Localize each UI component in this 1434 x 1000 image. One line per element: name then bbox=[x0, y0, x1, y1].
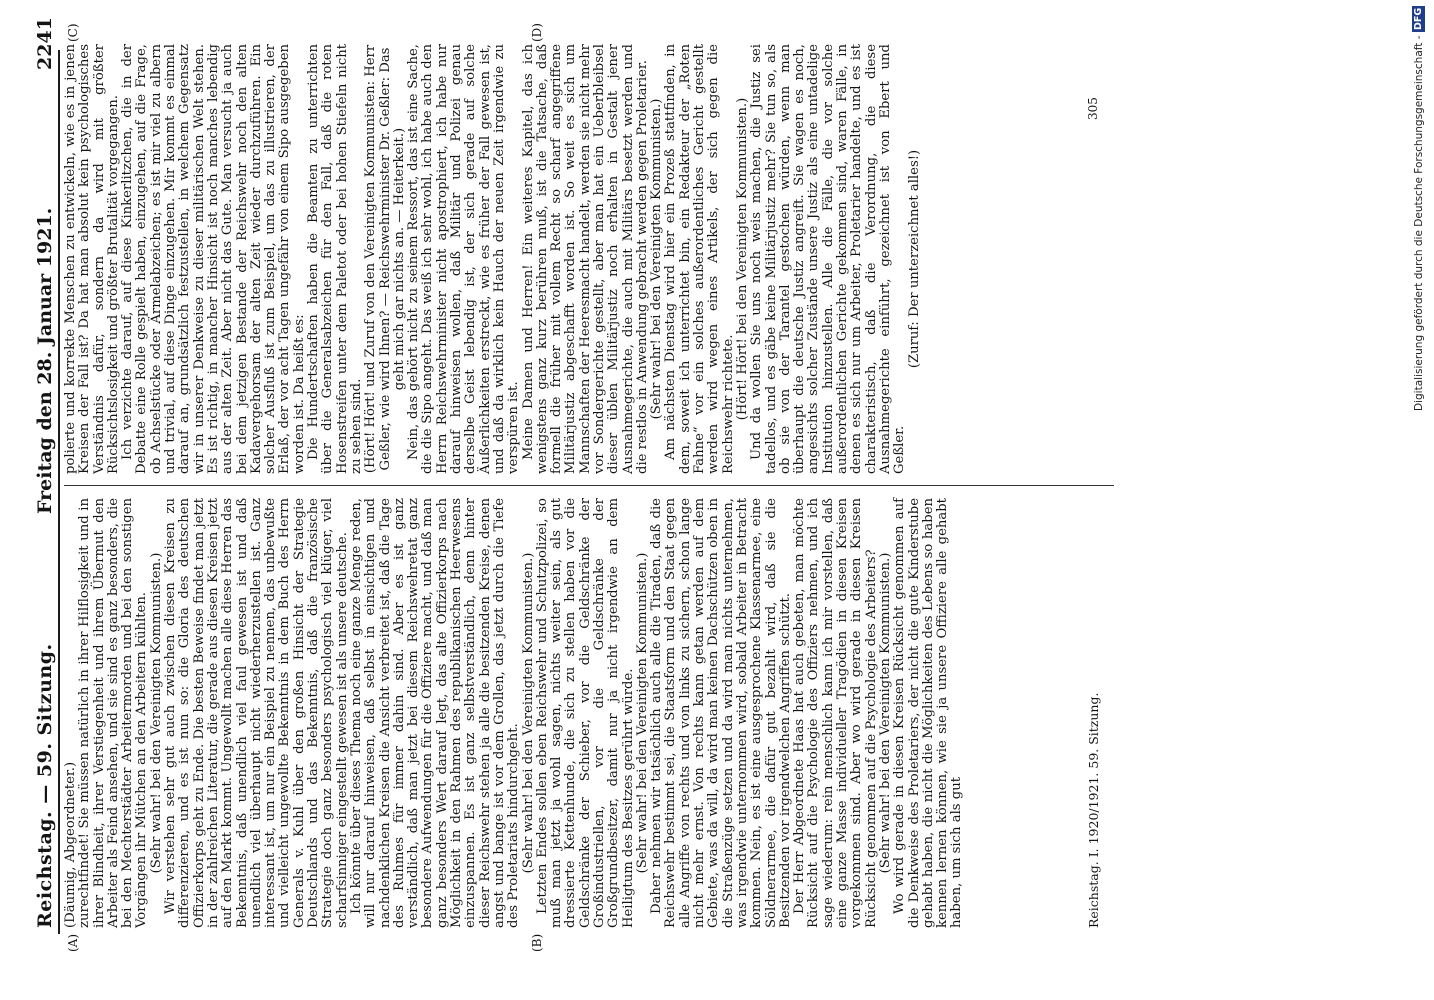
paragraph: Daher nehmen wir tatsächlich auch alle die Tiraden, daß die Reichswehr bestimmt sei, die Staatsform und den Staat gegen alle Angriffe von rechts und von links zu sichern, schon lange nicht mehr ernst. Von rechts kann getan werden auf dem Gebiete, was da will, da wird man keinen Dachschützen oben in die Straßenzüge setzen und da wird man nichts unternehmen, was irgendwie unternommen wird, sobald Arbeiter in Betracht kommen. Nein, es ist eine ausgesprochene Klassenarmee, eine Söldnerarmee, die dafür gut bezahlt wird, daß sie die Besitzenden vor irgendwelchen Angriffen schützt. bbox=[649, 498, 793, 928]
signature-mark: 305 bbox=[1086, 97, 1100, 120]
interjection: (Sehr wahr! bei den Vereinigten Kommunisten.) bbox=[877, 552, 893, 874]
paragraph: Und da wollen Sie uns noch weis machen, die Justiz sei tadellos, und es gäbe keine Militärjustiz mehr? Sie tun so, als ob sie von der Tarantel gestochen würden, wenn man überhaupt die deutsche Justiz angreift. Sie wagen es noch, angesichts solcher Zustände unsere Justiz als eine untadelige Institution hinzustellen. Alle die Fälle, die vor solche außerordentlichen Gerichte gekommen sind, waren Fälle, in denen es sich nur um Arbeiter, Proletarier handelte, und es ist charakteristisch, daß die Verordnung, die diese Ausnahmegerichte einführt, gezeichnet ist von Ebert und Geßler. bbox=[749, 44, 908, 474]
page-number: 2241 bbox=[34, 17, 56, 70]
interjection: (Hört! Hört! und Zuruf von den Vereinigten Kommunisten: Herr Geßler, wie wird Ihnen? — Reichswehrminister Dr. Geßler: Das geht mich gar nichts an. — Heiterkeit.) bbox=[363, 44, 407, 474]
paragraph: Letzten Endes sollen eben Reichswehr und Schutzpolizei, so muß man jetzt ja wohl sagen, nichts weiter sein, als gut dressierte Kettenhunde, die sich zu stellen haben vor die Geldschränke der Schieber, vor die Geldschränke der Großindustriellen, vor die Geldschränke der Großgrundbesitzer, damit nur ja nicht irgendwie an dem Heiligtum des Besitzes gerührt würde. bbox=[534, 498, 636, 928]
left-column bbox=[64, 498, 965, 928]
interjection: (Zuruf: Der unterzeichnet alles!) bbox=[906, 149, 922, 369]
header-rule bbox=[58, 50, 60, 934]
paragraph: Meine Damen und Herren! Ein weiteres Kapitel, das ich wenigstens ganz kurz berühren muß, ist die Tatsache, daß formell die früher mit vollem Recht so scharf angegriffene Militärjustiz abgeschafft worden ist. So weit es sich um Mannschaften der Heeresmacht handelt, werden sie nicht mehr vor Sondergerichte gestellt, aber man hat ein Ueberbleibsel dieser üblen Militärjustiz noch erhalten in Gestalt jener Ausnahmegerichte, die auch mit Militärs besetzt werden und die restlos in Anwendung gebracht werden gegen Proletarier. bbox=[520, 44, 650, 474]
paragraph: Ich verzichte darauf, auf diese Kinkerlitzchen, die in der Debatte eine Rolle gespielt haben, einzugehen, auf die Frage, ob Achselstücke oder Ärmelabzeichen; es ist mir viel zu albern und trivial, auf diese Dinge einzugehen. Mir kommt es einmal darauf an, grundsätzlich festzustellen, in welchem Gegensatz wir in unserer Denkweise zu dieser militärischen Welt stehen. Es ist richtig, in mancher Hinsicht ist noch manches lebendig aus der alten Zeit. Aber nicht das Gute. Man versucht ja auch bei dem jetzigen Bestande der Reichswehr noch den alten Kadavergehorsam der alten Zeit wieder durchzuführen. Ein solcher Ausfluß ist zum Beispiel, um das zu illustrieren, der Erlaß, der vor acht Tagen ungefähr von einem Sipo ausgegeben worden ist. Da heißt es: bbox=[120, 44, 307, 474]
margin-marker-c: (C) bbox=[66, 23, 80, 42]
header-date: Freitag den 28. Januar 1921. bbox=[34, 207, 56, 514]
margin-marker-d: (D) bbox=[530, 23, 544, 42]
paragraph: Wo wird gerade in diesen Kreisen Rücksicht genommen auf die Denkweise des Proletariers, der nicht die gute Kinderstube gehabt haben, die nicht die Möglichkeiten des Lebens so haben kennen lernen können, wie sie ja unsere Offiziere alle gehabt haben, um sich als gut bbox=[892, 498, 965, 928]
paragraph: Wir verstehen sehr gut auch zwischen diesen Kreisen zu differenzieren, und es ist nun so: die Gloria des deutschen Offizierkorps geht zu Ende. Die besten Beweise findet man jetzt in der zahlreichen Literatur, die gerade aus diesen Kreisen jetzt auf den Markt kommt. Ungewollt machen alle diese Herren das Bekenntnis, daß unendlich viel faul gewesen ist und daß unendlich viel überhaupt nicht wiederherzustellen ist. Ganz interessant ist, um nur ein Beispiel zu nennen, das unbewußte und vielleicht ungewollte Bekenntnis in dem Buch des Herrn Generals v. Kuhl über den großen Hinsicht der Strategie Deutschlands und das Bekenntnis, daß die französische Strategie doch ganz besonders psychologisch viel klüger, viel scharfsinniger eingestellt gewesen ist als unsere deutsche. bbox=[163, 498, 350, 928]
margin-marker-a: (A) bbox=[66, 933, 80, 952]
quotation: Die Hundertschaften haben die Beamten zu unterrichten über die Generalsabzeichen für den Fall, daß die roten Hosenstreifen unter dem Paletot oder bei hohen Stiefeln nicht zu sehen sind. bbox=[306, 44, 364, 474]
paragraph: Ich könnte über dieses Thema noch eine ganze Menge reden, will nur darauf hinweisen, daß selbst in einsichtigen und nachdenklichen Kreisen die Ansicht verbreitet ist, daß die Tage des Ruhmes für immer dahin sind. Aber es ist ganz verständlich, daß man jetzt bei diesem Reichswehretat ganz besondere Aufwendungen für die Offiziere macht, und daß man ganz besonders Wert darauf legt, das alte Offizierkorps nach Möglichkeit in den Rahmen des republikanischen Heerwesens einzuspannen. Es ist ganz selbstverständlich, denn hinter dieser Reichswehr stehen ja alle die besitzenden Kreise, denen angst und bange ist vor dem Grollen, das jetzt durch die Tiefe des Proletariats hindurchgeht. bbox=[348, 498, 522, 928]
footer-reference: Reichstag. I. 1920/1921. 59. Sitzung. bbox=[1086, 692, 1101, 928]
header-left: Reichstag. — 59. Sitzung. bbox=[34, 643, 56, 928]
right-column bbox=[64, 44, 922, 474]
interjection: (Sehr wahr! bei den Vereinigten Kommunisten.) bbox=[634, 552, 650, 874]
column-divider bbox=[64, 485, 1114, 486]
paragraph: Der Herr Abgeordnete Haas hat auch gebeten, man möchte Rücksicht auf die Psychologie des Offiziers nehmen, und ich sage wiederum: rein menschlich kann ich mir vorstellen, daß eine ganze Masse individueller Tragödien in diesen Kreisen vorgekommen sind. Aber wo wird gerade in diesen Kreisen Rücksicht genommen auf die Psychologie des Arbeiters? bbox=[792, 498, 879, 928]
interjection: (Sehr wahr! bei den Vereinigten Kommunisten.) bbox=[649, 98, 665, 420]
dfg-logo: DFG bbox=[1413, 8, 1424, 31]
margin-marker-b: (B) bbox=[530, 933, 544, 952]
interjection: (Sehr wahr! bei den Vereinigten Kommunisten.) bbox=[148, 552, 164, 874]
paragraph: Nein, das gehört nicht zu seinem Ressort, das ist eine Sache, die die Sipo angeht. Das weiß ich sehr wohl, ich habe auch den Herrn Reichswehrminister nicht apostrophiert, ich habe nur darauf hinweisen wollen, daß Militär und Polizei genau derselbe Geist lebendig ist, der sich gerade auf solche Äußerlichkeiten erstreckt, wie es früher der Fall gewesen ist, und daß da wirklich kein Hauch der neuen Zeit irgendwie zu verspüren ist. bbox=[406, 44, 522, 474]
paragraph: Am nächsten Dienstag wird hier ein Prozeß stattfinden, in dem, soweit ich unterrichtet bin, ein Redakteur der „Roten Fahne“ vor ein solches außerordentliches Gericht gestellt werden wird wegen eines Artikels, der sich gegen die Reichswehr richtete. bbox=[663, 44, 736, 474]
paragraph: polierte und korrekte Menschen zu entwickeln, wie es in jenen Kreisen der Fall ist? Da hat man absolut kein psychologisches Verständnis dafür, sondern da wird mit größter Rücksichtslosigkeit und größter Brutalität vorgegangen. bbox=[63, 44, 121, 474]
interjection: (Hört! Hört! bei den Vereinigten Kommunisten.) bbox=[734, 97, 750, 421]
speaker-label: (Däumig, Abgeordneter.) bbox=[63, 761, 78, 928]
interjection: (Sehr wahr! bei den Vereinigten Kommunisten.) bbox=[520, 552, 536, 874]
digitization-note bbox=[1412, 6, 1428, 994]
paragraph: zurechtfindet! Sie müssen natürlich in ihrer Hilflosigkeit und in ihrer Blindheit, ihrer Verstiegenheit und ihrem Übermut den Arbeiter als Feind ansehen, und sie sind es ganz besonders, die bei den Mechterstädter Arbeitermorden und bei den sonstigen Vorgängen ihr Mütchen an den Arbeitern kühlten. bbox=[77, 498, 150, 928]
digitization-text: Digitalisierung gefördert durch die Deutsche Forschungsgemeinschaft - bbox=[1413, 35, 1425, 412]
